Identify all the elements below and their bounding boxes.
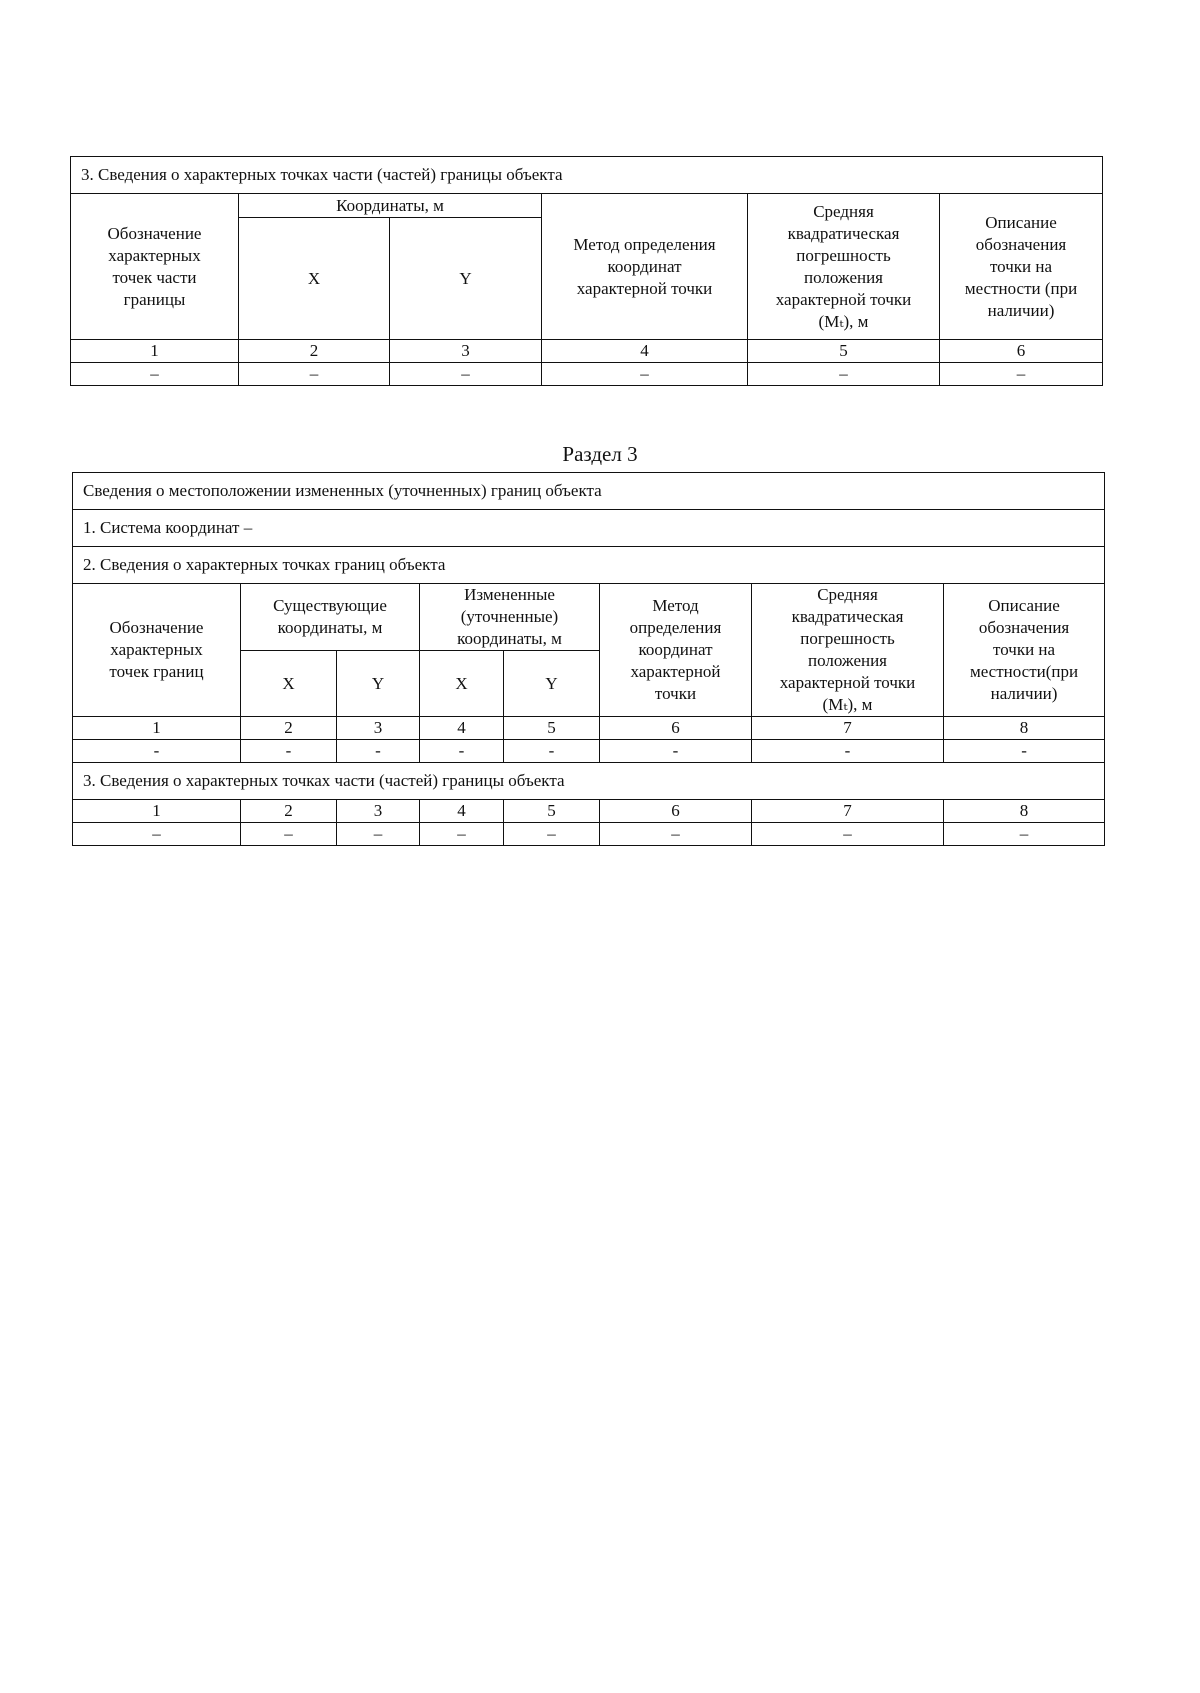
header-error: Средняя квадратическая погрешность положения характерной точки (Mₜ), м	[752, 584, 944, 717]
cell: –	[71, 363, 239, 386]
cell: 6	[940, 340, 1103, 363]
cell: –	[73, 823, 241, 846]
table-row	[73, 800, 1105, 823]
cell: 3	[390, 340, 542, 363]
cell: –	[940, 363, 1103, 386]
cell: 2	[239, 340, 390, 363]
cell: 4	[420, 800, 504, 823]
cell: 7	[752, 800, 944, 823]
parts-title: 3. Сведения о характерных точках части (частей) границы объекта	[73, 763, 1105, 800]
cell: 6	[600, 717, 752, 740]
cell: -	[600, 740, 752, 763]
cell: –	[420, 823, 504, 846]
cell: 1	[73, 717, 241, 740]
cell: 4	[420, 717, 504, 740]
header-designation: Обозначение характерных точек границ	[73, 584, 241, 717]
table-row	[71, 340, 1103, 363]
table-row	[71, 363, 1103, 386]
cell: -	[944, 740, 1105, 763]
cell: -	[337, 740, 420, 763]
header-method: Метод определения координат характерной точки	[600, 584, 752, 717]
cell: -	[504, 740, 600, 763]
cell: –	[239, 363, 390, 386]
cell: -	[73, 740, 241, 763]
table-title: Сведения о местоположении измененных (уточненных) границ объекта	[73, 473, 1105, 510]
cell: –	[944, 823, 1105, 846]
header-error: Средняя квадратическая погрешность положения характерной точки (Mₜ), м	[748, 194, 940, 340]
points-title: 2. Сведения о характерных точках границ объекта	[73, 547, 1105, 584]
table-title: 3. Сведения о характерных точках части (частей) границы объекта	[71, 157, 1103, 194]
cell: 8	[944, 800, 1105, 823]
table-row	[73, 823, 1105, 846]
cell: 7	[752, 717, 944, 740]
cell: –	[542, 363, 748, 386]
header-description: Описание обозначения точки на местности (при наличии)	[940, 194, 1103, 340]
cell: 1	[71, 340, 239, 363]
cell: –	[390, 363, 542, 386]
cell: -	[752, 740, 944, 763]
header-designation: Обозначение характерных точек части границы	[71, 194, 239, 340]
header-x-existing: X	[241, 651, 337, 717]
table-row	[73, 740, 1105, 763]
cell: –	[748, 363, 940, 386]
header-method: Метод определения координат характерной точки	[542, 194, 748, 340]
header-y: Y	[390, 218, 542, 340]
header-y-existing: Y	[337, 651, 420, 717]
coord-system: 1. Система координат –	[73, 510, 1105, 547]
changed-boundaries-table	[72, 472, 1105, 846]
cell: 1	[73, 800, 241, 823]
header-changed-coords: Измененные (уточненные) координаты, м	[420, 584, 600, 651]
cell: 3	[337, 800, 420, 823]
cell: –	[752, 823, 944, 846]
cell: 6	[600, 800, 752, 823]
cell: 2	[241, 717, 337, 740]
header-x-changed: X	[420, 651, 504, 717]
cell: -	[241, 740, 337, 763]
header-coordinates: Координаты, м	[239, 194, 542, 218]
cell: 5	[748, 340, 940, 363]
part-boundary-points-table	[70, 156, 1103, 386]
cell: 2	[241, 800, 337, 823]
cell: -	[420, 740, 504, 763]
header-y-changed: Y	[504, 651, 600, 717]
header-x: X	[239, 218, 390, 340]
cell: –	[241, 823, 337, 846]
cell: –	[504, 823, 600, 846]
table-row	[73, 717, 1105, 740]
header-existing-coords: Существующие координаты, м	[241, 584, 420, 651]
cell: 3	[337, 717, 420, 740]
cell: 4	[542, 340, 748, 363]
cell: 5	[504, 717, 600, 740]
cell: –	[337, 823, 420, 846]
cell: 8	[944, 717, 1105, 740]
section-title: Раздел 3	[562, 442, 638, 466]
cell: –	[600, 823, 752, 846]
cell: 5	[504, 800, 600, 823]
header-description: Описание обозначения точки на местности(при наличии)	[944, 584, 1105, 717]
